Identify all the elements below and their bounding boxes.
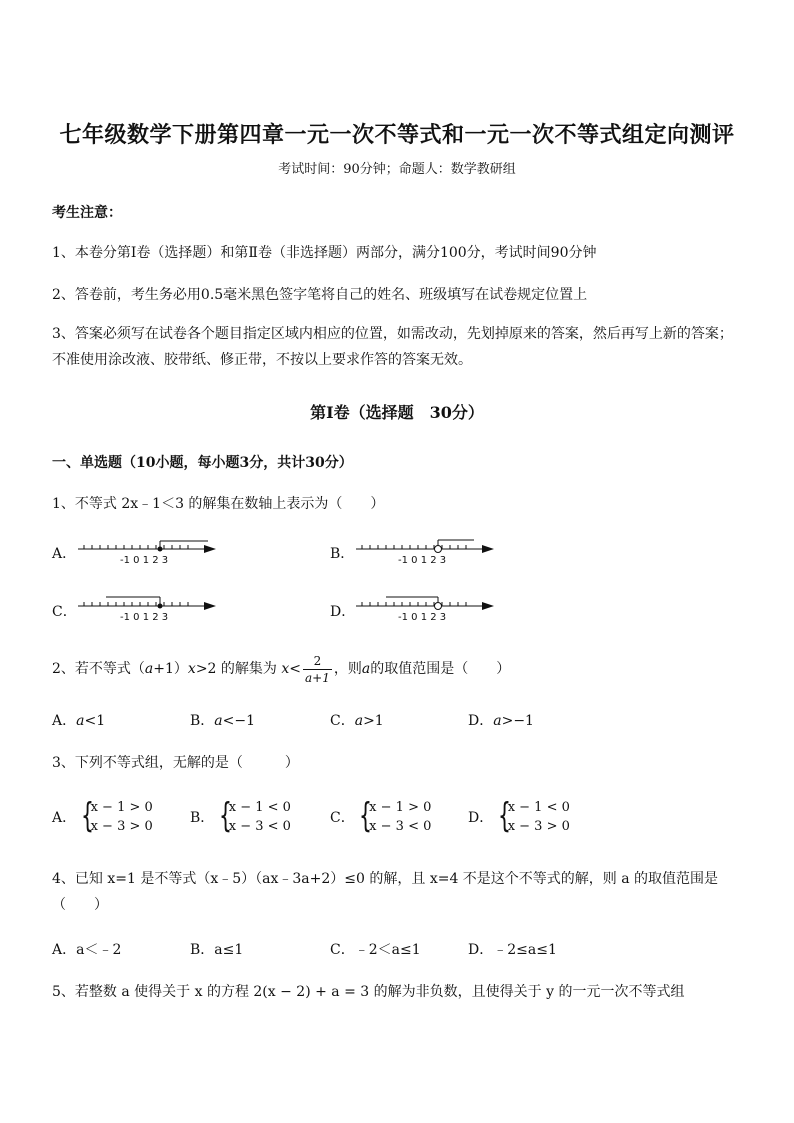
question-2-text: 2、若不等式（a+1）x>2 的解集为 x< $\frac{2}{a+1}$ ，则a的取值范围是（ ）	[52, 653, 511, 685]
q1-option-a-label[interactable]: A．	[52, 546, 77, 562]
q3-d-system: { x − 1 < 0 x − 3 > 0	[497, 796, 570, 836]
q1-c-ticks: -1 0 1 2 3	[120, 612, 169, 623]
exam-info: 考试时间：90分钟；命题人：数学教研组	[278, 162, 516, 177]
q1-d-ticks: -1 0 1 2 3	[398, 612, 447, 623]
question-5-text: 5、若整数 a 使得关于 x 的方程 2(x − 2) + a = 3 的解为非负数，且使得关于 y 的一元一次不等式组	[52, 984, 685, 1000]
notice-item-2: 2、答卷前，考生务必用0.5毫米黑色签字笔将自己的姓名、班级填写在试卷规定位置上	[52, 287, 588, 303]
question-1-text: 1、不等式 2x﹣1＜3 的解集在数轴上表示为（ ）	[52, 496, 385, 512]
q4-option-d[interactable]: D．﹣2≤a≤1	[468, 942, 557, 958]
section-title: 一、单选题（10小题，每小题3分，共计30分）	[52, 455, 353, 471]
q3-option-b[interactable]: B． { x − 1 < 0 x − 3 < 0	[190, 796, 291, 836]
q1-option-b-number-line	[354, 535, 499, 569]
q3-b-system: { x − 1 < 0 x − 3 < 0	[218, 796, 291, 836]
q4-option-b[interactable]: B．a≤1	[190, 942, 244, 958]
q1-option-d-number-line	[354, 592, 499, 626]
q1-option-d-label[interactable]: D．	[330, 604, 356, 620]
notice-item-3: 3、答案必须写在试卷各个题目指定区域内相应的位置，如需改动，先划掉原来的答案，然后再写上新的答案；不准使用涂改液、胶带纸、修正带，不按以上要求作答的答案无效。	[52, 326, 733, 368]
q3-c-system: { x − 1 > 0 x − 3 < 0	[359, 796, 432, 836]
q2-option-b[interactable]: B．a<−1	[190, 713, 256, 729]
q2-option-a[interactable]: A．a<1	[52, 713, 106, 729]
part1-title: 第Ⅰ卷（选择题 30分）	[310, 403, 484, 422]
notice-item-1: 1、本卷分第Ⅰ卷（选择题）和第Ⅱ卷（非选择题）两部分，满分100分，考试时间90分钟	[52, 245, 597, 261]
q3-option-d[interactable]: D． { x − 1 < 0 x − 3 > 0	[468, 796, 570, 836]
q4-option-c[interactable]: C．﹣2＜a≤1	[330, 942, 421, 958]
q3-option-c[interactable]: C． { x − 1 > 0 x − 3 < 0	[330, 796, 432, 836]
q1-option-b-label[interactable]: B．	[330, 546, 355, 562]
q2-fraction: $\frac{2}{a+1}$	[305, 653, 330, 685]
q3-option-a[interactable]: A． { x − 1 > 0 x − 3 > 0	[52, 796, 153, 836]
q3-a-system: { x − 1 > 0 x − 3 > 0	[80, 796, 153, 836]
q1-a-ticks: -1 0 1 2 3	[120, 555, 169, 566]
page-title: 七年级数学下册第四章一元一次不等式和一元一次不等式组定向测评	[59, 122, 735, 148]
question-4-text: 4、已知 x=1 是不等式（x﹣5）（ax﹣3a+2）≤0 的解，且 x=4 不是这个不等式的解，则 a 的取值范围是（ ）	[52, 871, 719, 913]
notice-heading: 考生注意：	[52, 205, 122, 221]
q4-option-a[interactable]: A．a＜﹣2	[52, 942, 122, 958]
q1-option-a-number-line	[76, 535, 221, 569]
q2-option-c[interactable]: C．a>1	[330, 713, 384, 729]
question-3-text: 3、下列不等式组，无解的是（ ）	[52, 755, 299, 771]
q2-option-d[interactable]: D．a>−1	[468, 713, 534, 729]
q1-option-c-number-line	[76, 592, 221, 626]
q1-b-ticks: -1 0 1 2 3	[398, 555, 447, 566]
q1-option-c-label[interactable]: C．	[52, 604, 77, 620]
